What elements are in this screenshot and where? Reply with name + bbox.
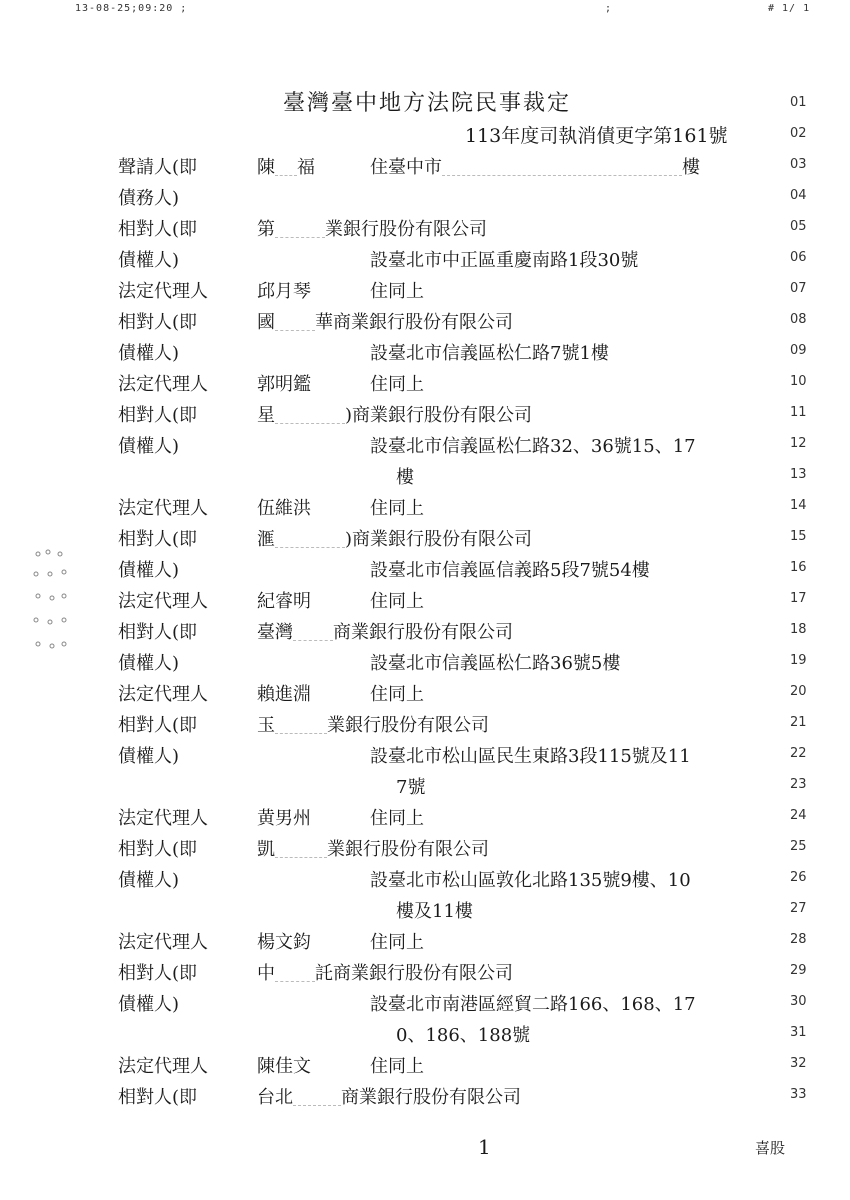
footer-division-label: 喜股: [755, 1139, 786, 1157]
line-number: 17: [790, 591, 807, 606]
p3-role-cont: 債權人): [118, 436, 180, 457]
redaction: [275, 316, 315, 331]
p6-role-cont: 債權人): [118, 746, 180, 767]
petitioner-address-prefix: 住臺中市: [370, 157, 442, 178]
line-number: 11: [790, 405, 807, 420]
fax-timestamp: 13-08-25;09:20 ;: [75, 3, 188, 14]
p3-name: [257, 401, 532, 427]
p1-role-cont: 債權人): [118, 250, 180, 271]
p8-name: [257, 959, 513, 985]
p6-rep-name: 黄男州: [257, 808, 311, 829]
p8-address-cont: 0、186、188號: [396, 1025, 531, 1046]
p6-rep-label: 法定代理人: [118, 808, 208, 829]
line-number: 25: [790, 839, 807, 854]
p2-name-part-a: 國: [257, 312, 275, 333]
p3-rep-label: 法定代理人: [118, 498, 208, 519]
redaction: [275, 843, 327, 858]
line-number: 29: [790, 963, 807, 978]
p3-address: 設臺北市信義區松仁路32、36號15、17: [370, 436, 696, 457]
p3-address-cont: 樓: [396, 467, 414, 488]
p5-rep-address: 住同上: [370, 684, 424, 705]
p4-address: 設臺北市信義區信義路5段7號54樓: [370, 560, 650, 581]
line-number: 28: [790, 932, 807, 947]
line-number: 31: [790, 1025, 807, 1040]
line-number: 04: [790, 188, 807, 203]
p6-name-part-a: 玉: [257, 715, 275, 736]
p9-name-part-b: 商業銀行股份有限公司: [341, 1087, 521, 1108]
line-number: 12: [790, 436, 807, 451]
p2-name: [257, 308, 513, 334]
p7-address-cont: 樓及11樓: [396, 901, 473, 922]
p3-rep-address: 住同上: [370, 498, 424, 519]
p5-role: 相對人(即: [118, 622, 198, 643]
line-number: 24: [790, 808, 807, 823]
p8-role: 相對人(即: [118, 963, 198, 984]
line-number: 01: [790, 95, 807, 110]
case-number: 113年度司執消債更字第161號: [465, 125, 728, 147]
line-number: 09: [790, 343, 807, 358]
petitioner-address-suffix: 樓: [682, 157, 700, 178]
p5-name-part-a: 臺灣: [257, 622, 293, 643]
p7-role-cont: 債權人): [118, 870, 180, 891]
p4-role-cont: 債權人): [118, 560, 180, 581]
p7-name-part-a: 凱: [257, 839, 275, 860]
line-number: 02: [790, 126, 807, 141]
line-number: 23: [790, 777, 807, 792]
redaction: [293, 1091, 341, 1106]
redaction: [275, 223, 325, 238]
line-number: 15: [790, 529, 807, 544]
petitioner-role: 聲請人(即: [118, 157, 198, 178]
p8-name-part-a: 中: [257, 963, 275, 984]
line-number: 07: [790, 281, 807, 296]
p4-role: 相對人(即: [118, 529, 198, 550]
p6-name: [257, 711, 489, 737]
p2-name-part-b: 華商業銀行股份有限公司: [315, 312, 513, 333]
line-number: 05: [790, 219, 807, 234]
redaction: [275, 719, 327, 734]
petitioner-name-part-a: 陳: [257, 157, 275, 178]
document-title: 臺灣臺中地方法院民事裁定: [283, 91, 572, 116]
p8-name-part-b: 託商業銀行股份有限公司: [315, 963, 513, 984]
p5-rep-label: 法定代理人: [118, 684, 208, 705]
p6-address-cont: 7號: [396, 777, 426, 798]
line-number: 10: [790, 374, 807, 389]
line-number: 13: [790, 467, 807, 482]
p4-name-part-b: )商業銀行股份有限公司: [345, 529, 533, 550]
line-number: 27: [790, 901, 807, 916]
line-number: 03: [790, 157, 807, 172]
p7-name: [257, 835, 489, 861]
p4-name-part-a: 滙: [257, 529, 275, 550]
p3-name-part-b: )商業銀行股份有限公司: [345, 405, 533, 426]
p7-rep-name: 楊文鈞: [257, 932, 311, 953]
line-number: 06: [790, 250, 807, 265]
line-number: 26: [790, 870, 807, 885]
p5-rep-name: 賴進淵: [257, 684, 311, 705]
p9-name-part-a: 台北: [257, 1087, 293, 1108]
p6-address: 設臺北市松山區民生東路3段115號及11: [370, 746, 691, 767]
p1-name: [257, 215, 487, 241]
page-number: 1: [478, 1135, 491, 1159]
p6-role: 相對人(即: [118, 715, 198, 736]
p2-role: 相對人(即: [118, 312, 198, 333]
p5-name-part-b: 商業銀行股份有限公司: [333, 622, 513, 643]
p3-rep-name: 伍維洪: [257, 498, 311, 519]
p5-address: 設臺北市信義區松仁路36號5樓: [370, 653, 621, 674]
petitioner-name: [257, 153, 315, 179]
p1-rep-name: 邱月琴: [257, 281, 311, 302]
petitioner-name-part-b: 福: [297, 157, 315, 178]
line-number: 30: [790, 994, 807, 1009]
p8-rep-name: 陳佳文: [257, 1056, 311, 1077]
p7-role: 相對人(即: [118, 839, 198, 860]
line-number: 18: [790, 622, 807, 637]
p9-role: 相對人(即: [118, 1087, 198, 1108]
p8-rep-address: 住同上: [370, 1056, 424, 1077]
p2-address: 設臺北市信義區松仁路7號1樓: [370, 343, 609, 364]
p1-rep-label: 法定代理人: [118, 281, 208, 302]
p1-name-part-a: 第: [257, 219, 275, 240]
fax-separator: ;: [605, 3, 613, 14]
binding-hole-marks: [30, 548, 72, 668]
p1-name-part-b: 業銀行股份有限公司: [325, 219, 487, 240]
p5-role-cont: 債權人): [118, 653, 180, 674]
p7-address: 設臺北市松山區敦化北路135號9樓、10: [370, 870, 691, 891]
redaction: [275, 409, 345, 424]
p7-rep-label: 法定代理人: [118, 932, 208, 953]
line-number: 14: [790, 498, 807, 513]
redaction: [275, 533, 345, 548]
line-number: 21: [790, 715, 807, 730]
p2-rep-label: 法定代理人: [118, 374, 208, 395]
p7-name-part-b: 業銀行股份有限公司: [327, 839, 489, 860]
p4-rep-name: 紀睿明: [257, 591, 311, 612]
line-number: 20: [790, 684, 807, 699]
p4-rep-label: 法定代理人: [118, 591, 208, 612]
p3-name-part-a: 星: [257, 405, 275, 426]
p8-rep-label: 法定代理人: [118, 1056, 208, 1077]
line-number: 33: [790, 1087, 807, 1102]
p3-role: 相對人(即: [118, 405, 198, 426]
redaction: [275, 161, 297, 176]
p8-address: 設臺北市南港區經貿二路166、168、17: [370, 994, 696, 1015]
p5-name: [257, 618, 513, 644]
line-number: 32: [790, 1056, 807, 1071]
redaction: [442, 161, 682, 176]
redaction: [275, 967, 315, 982]
p4-rep-address: 住同上: [370, 591, 424, 612]
p7-rep-address: 住同上: [370, 932, 424, 953]
p8-role-cont: 債權人): [118, 994, 180, 1015]
redaction: [293, 626, 333, 641]
petitioner-role-cont: 債務人): [118, 188, 180, 209]
p6-rep-address: 住同上: [370, 808, 424, 829]
petitioner-address: [370, 153, 700, 179]
p2-role-cont: 債權人): [118, 343, 180, 364]
p2-rep-name: 郭明鑑: [257, 374, 311, 395]
p1-role: 相對人(即: [118, 219, 198, 240]
p1-address: 設臺北市中正區重慶南路1段30號: [370, 250, 639, 271]
p1-rep-address: 住同上: [370, 281, 424, 302]
p2-rep-address: 住同上: [370, 374, 424, 395]
line-number: 22: [790, 746, 807, 761]
fax-page-indicator: # 1/ 1: [768, 3, 811, 14]
line-number: 16: [790, 560, 807, 575]
line-number: 08: [790, 312, 807, 327]
line-number: 19: [790, 653, 807, 668]
p4-name: [257, 525, 532, 551]
p6-name-part-b: 業銀行股份有限公司: [327, 715, 489, 736]
p9-name: [257, 1083, 521, 1109]
